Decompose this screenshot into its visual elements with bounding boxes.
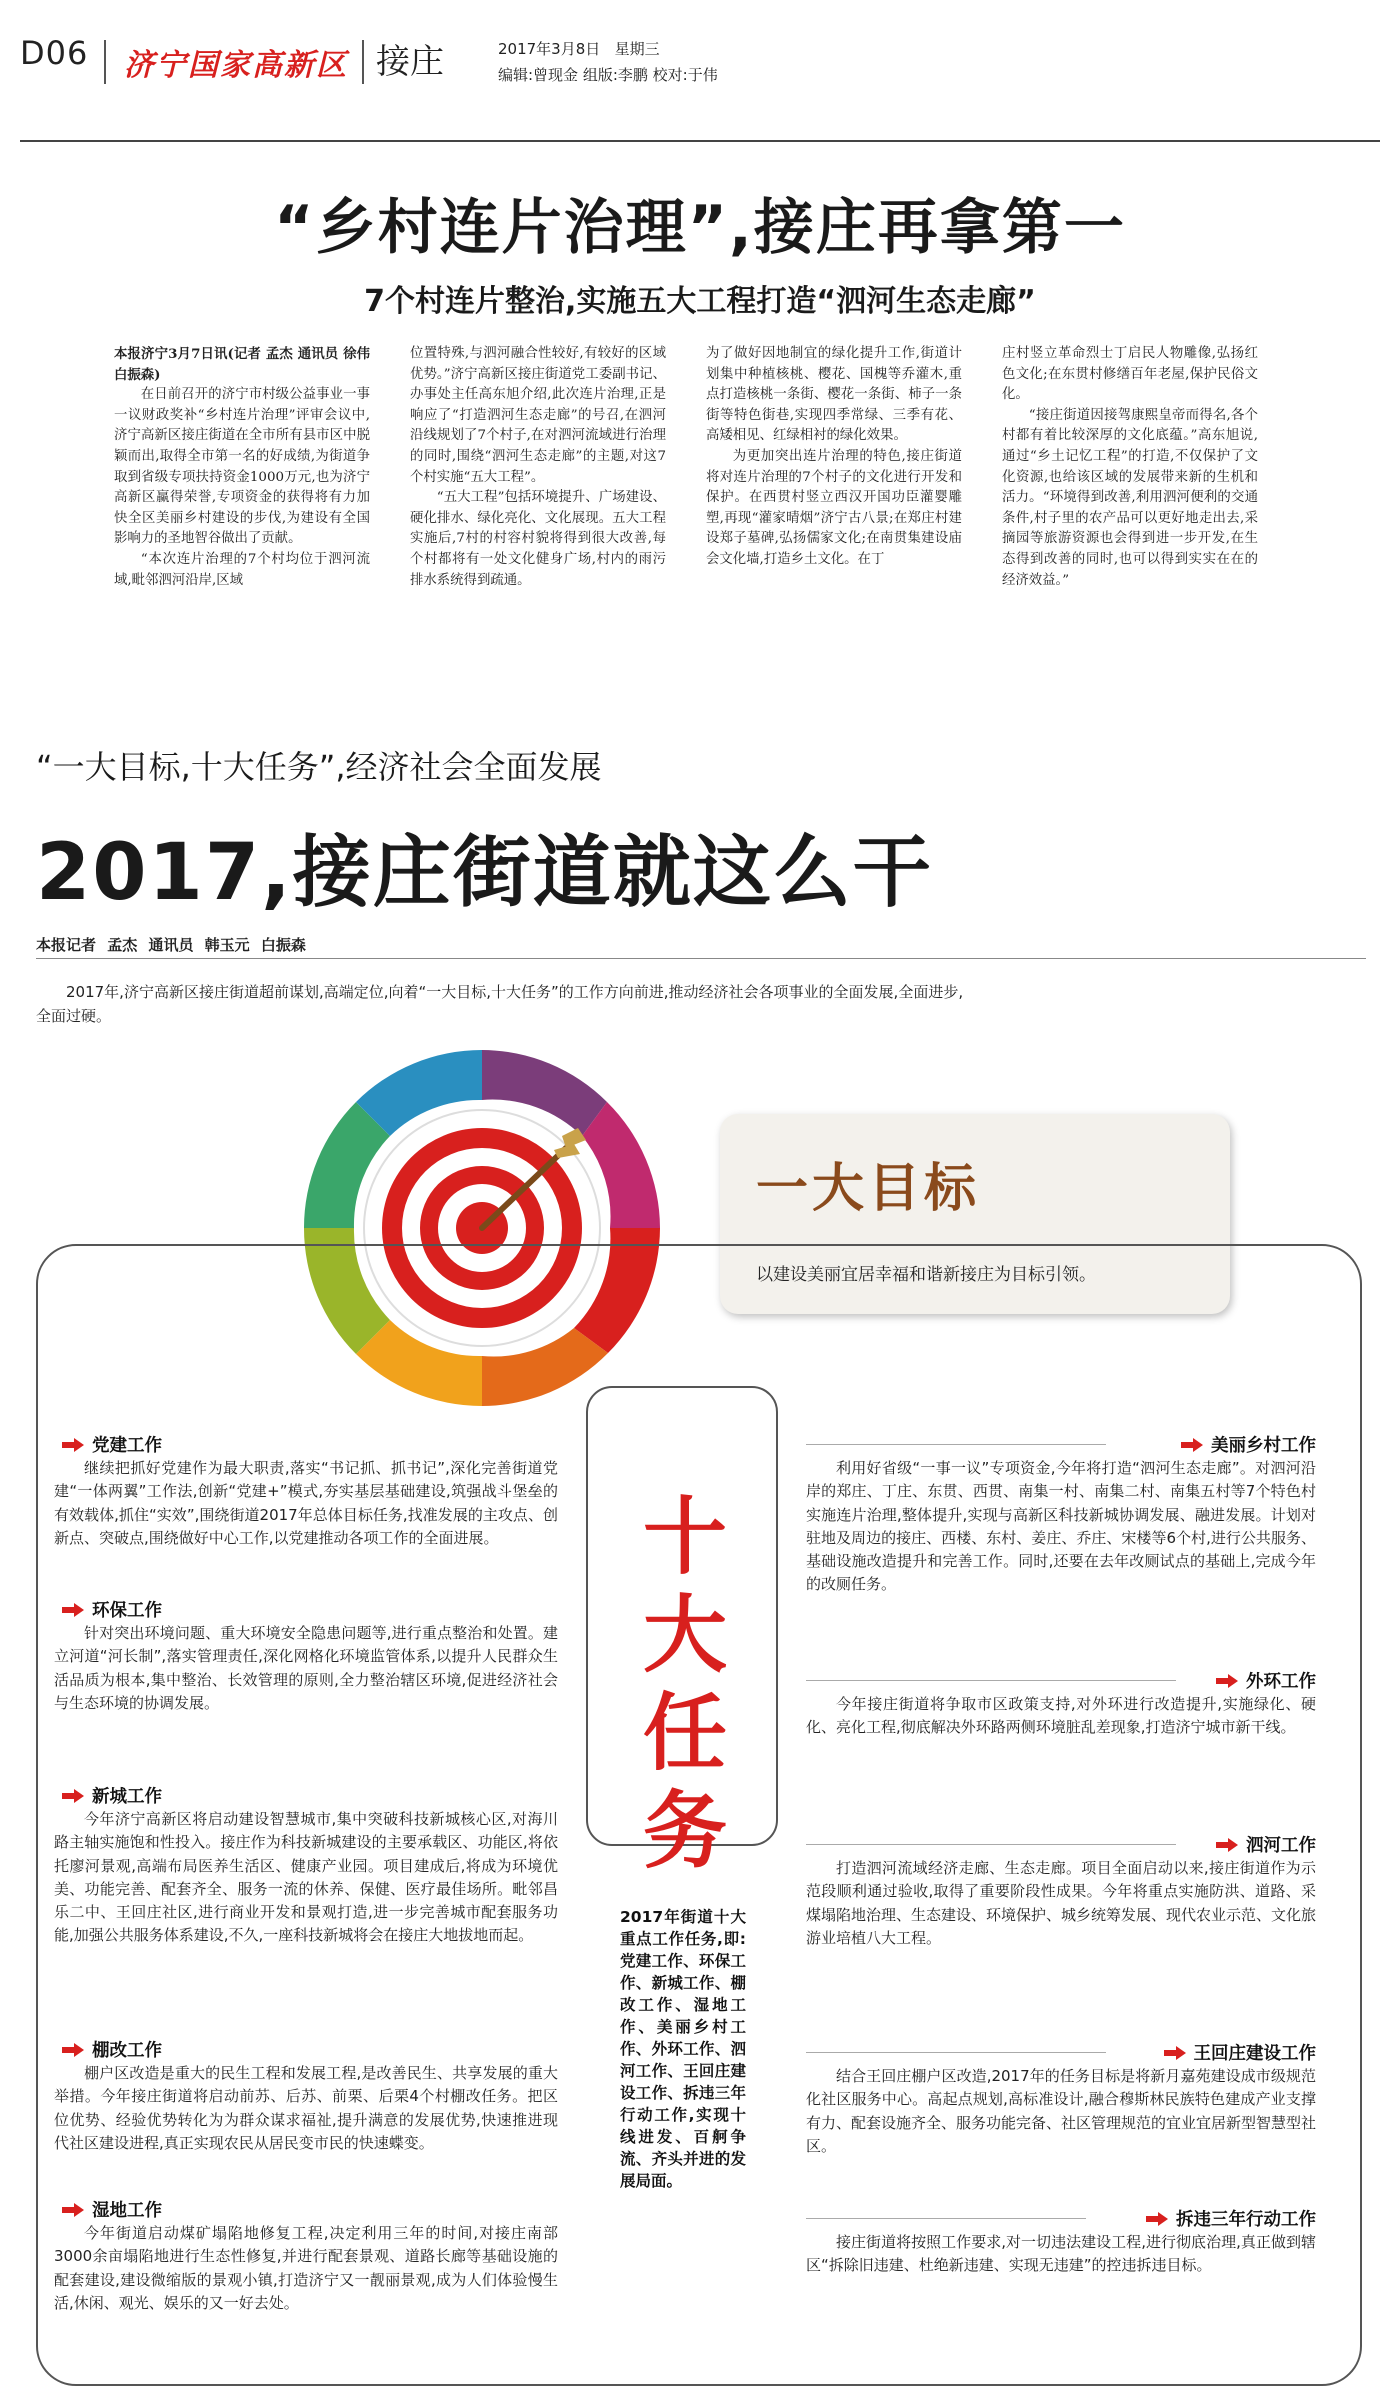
task-divider <box>806 2218 1086 2219</box>
red-arrow-icon <box>62 1789 84 1803</box>
article1-subheadline: 7个村连片整治,实施五大工程打造“泗河生态走廊” <box>364 284 1036 319</box>
page-header <box>20 30 1380 110</box>
task-text: 打造泗河流域经济走廊、生态走廊。项目全面启动以来,接庄街道作为示范段顺利通过验收,取得了重要阶段性成果。今年将重点实施防洪、道路、采煤塌陷地治理、生态建设、环境保护、城乡统筹发展、现代农业示范、文化旅游业培植八大工程。 <box>806 1859 1317 1947</box>
task-item <box>806 1832 1316 2040</box>
article2-byline: 本报记者 孟杰 通讯员 韩玉元 白振森 <box>36 936 306 954</box>
red-arrow-icon <box>1146 2212 1168 2226</box>
task-title: 泗河工作 <box>1246 1836 1316 1856</box>
header-divider <box>362 40 364 84</box>
article1-column-4 <box>1002 344 1258 591</box>
goal-text: 以建设美丽宜居幸福和谐新接庄为目标引领。 <box>756 1265 1096 1285</box>
task-item <box>806 1668 1316 1832</box>
task-heading <box>54 1783 558 1808</box>
task-text: 今年济宁高新区将启动建设智慧城市,集中突破科技新城核心区,对海川路主轴实施饱和性投入。接庄作为科技新城建设的主要承载区、功能区,将依托廖河景观,高端布局医养生活区、健康产业园。项目建成后,将成为环境优美、功能完善、配套齐全、服务一流的休养、保健、医疗最佳场所。毗邻昌乐二中、王回庄社区,进行商业开发和景观打造,进一步完善城市配套服务功能,加强公共服务体系建设,不久,一座科技新城将会在接庄大地拔地而起。 <box>54 1810 558 1945</box>
article1-paragraph: 庄村竖立革命烈士丁启民人物雕像,弘扬红色文化;在东贯村修缮百年老屋,保护民俗文化。 <box>1002 346 1258 403</box>
issue-date <box>498 38 660 59</box>
article2-headline: 2017,接庄街道就这么干 <box>36 828 933 918</box>
red-arrow-icon <box>62 2203 84 2217</box>
article1-paragraph: 为了做好因地制宜的绿化提升工作,街道计划集中种植核桃、樱花、国槐等乔灌木,重点打造核桃一条街、樱花一条街、柿子一条街等特色街巷,实现四季常绿、三季有花、高矮相见、红绿相衬的绿化效果。 <box>706 346 962 444</box>
task-item <box>54 2197 558 2315</box>
task-heading <box>54 2197 558 2222</box>
task-title: 拆违三年行动工作 <box>1176 2210 1316 2230</box>
page-code: D06 <box>20 34 89 72</box>
task-text: 今年接庄街道将争取市区政策支持,对外环进行改造提升,实施绿化、硬化、亮化工程,彻底解决外环路两侧环境脏乱差现象,打造济宁城市新干线。 <box>806 1695 1316 1737</box>
red-arrow-icon <box>1164 2046 1186 2060</box>
article1-paragraph: 为更加突出连片治理的特色,接庄街道将对连片治理的7个村子的文化进行开发和保护。在西贯村竖立西汉开国功臣灌婴雕塑,再现“灌家晴烟”济宁古八景;在郑庄村建设郑子墓碑,弘扬儒家文化;在南贯集建设庙会文化墙,打造乡土文化。在丁 <box>706 448 962 567</box>
task-item <box>54 1597 558 1783</box>
tasks-center-box <box>586 1386 778 1880</box>
editor-credits: 编辑:曾现金 组版:李鹏 校对:于伟 <box>498 66 718 84</box>
task-title: 环保工作 <box>92 1601 162 1621</box>
task-divider <box>806 1844 1176 1845</box>
task-item <box>54 1783 558 2037</box>
task-divider <box>806 1444 1106 1445</box>
article1-byline: 本报济宁3月7日讯(记者 孟杰 通讯员 徐伟 白振森) <box>114 346 370 383</box>
article1-column-1 <box>114 344 370 591</box>
task-text: 棚户区改造是重大的民生工程和发展工程,是改善民生、共享发展的重大举措。今年接庄街道将启动前苏、后苏、前栗、后栗4个村棚改任务。把区位优势、经验优势转化为为群众谋求福祉,提升满意的发展优势,快速推进现代社区建设进程,真正实现农民从居民变市民的快速蝶变。 <box>54 2064 558 2152</box>
task-text: 继续把抓好党建作为最大职责,落实“书记抓、抓书记”,深化完善街道党建“一体两翼”工作法,创新“党建+”模式,夯实基层基础建设,筑强战斗堡垒的有效载体,抓住“实效”,围绕街道2017年总体目标任务,找准发展的主攻点、创新点、突破点,围绕做好中心工作,以党建推动各项工作的全面进展。 <box>54 1459 558 1547</box>
task-title: 王回庄建设工作 <box>1193 2044 1316 2064</box>
right-tasks <box>806 1432 1316 2278</box>
weekday: 星期三 <box>614 40 660 58</box>
newspaper-logo: 济宁国家高新区 <box>124 48 348 83</box>
red-arrow-icon <box>62 2043 84 2057</box>
tasks-center-text: 2017年街道十大重点工作任务,即:党建工作、环保工作、新城工作、棚改工作、湿地工作、美丽乡村工作、外环工作、泗河工作、王回庄建设工作、拆违三年行动工作,实现十线进发、百舸争流、齐头并进的发展局面。 <box>620 1908 746 2190</box>
article1-paragraph: 位置特殊,与泗河融合性较好,有较好的区域优势。”济宁高新区接庄街道党工委副书记、办事处主任高东旭介绍,此次连片治理,正是响应了“打造泗河生态走廊”的号召,在泗河沿线规划了7个村子,在对泗河流域进行治理的同时,围绕“泗河生态走廊”的主题,对这7个村实施“五大工程”。 <box>410 346 666 485</box>
date: 2017年3月8日 <box>498 40 601 58</box>
task-text: 利用好省级“一事一议”专项资金,今年将打造“泗河生态走廊”。对泗河沿岸的郑庄、丁庄、东贯、西贯、南集一村、南集二村、南集五村等7个特色村实施连片治理,整体提升,实现与高新区科技新城协调发展、融进发展。计划对驻地及周边的接庄、西楼、东村、姜庄、乔庄、宋楼等6个村,进行公共服务、基础设施改造提升和完善工作。同时,还要在去年改厕试点的基础上,完成今年的改厕任务。 <box>806 1459 1316 1594</box>
task-divider <box>806 1680 1176 1681</box>
task-text: 接庄街道将按照工作要求,对一切违法建设工程,进行彻底治理,真正做到辖区“拆除旧违建、杜绝新违建、实现无违建”的控违拆违目标。 <box>806 2233 1316 2275</box>
task-title: 新城工作 <box>92 1787 162 1807</box>
task-title: 美丽乡村工作 <box>1211 1436 1316 1456</box>
task-text: 今年街道启动煤矿塌陷地修复工程,决定利用三年的时间,对接庄南部3000余亩塌陷地进行生态性修复,并进行配套景观、道路长廊等基础设施的配套建设,建设微缩版的景观小镇,打造济宁又一靓丽景观,成为人们体验慢生活,休闲、观光、娱乐的又一好去处。 <box>54 2224 558 2312</box>
task-item <box>54 1432 558 1597</box>
task-item <box>806 1432 1316 1668</box>
red-arrow-icon <box>62 1438 84 1452</box>
task-title: 湿地工作 <box>92 2201 162 2221</box>
red-arrow-icon <box>1216 1674 1238 1688</box>
task-item <box>806 2040 1316 2206</box>
article1-column-3 <box>706 344 962 571</box>
task-item <box>806 2206 1316 2278</box>
section-name: 接庄 <box>376 42 444 82</box>
article1-paragraph: 在日前召开的济宁市村级公益事业一事一议财政奖补“乡村连片治理”评审会议中,济宁高新区接庄街道在全市所有县市区中脱颖而出,取得全市第一名的好成绩,为街道争取到省级专项扶持资金1000万元,也为济宁高新区赢得荣誉,专项资金的获得将有力加快全区美丽乡村建设的步伐,为建设有全国影响力的圣地智谷做出了贡献。 <box>114 387 370 547</box>
header-rule <box>20 140 1380 142</box>
article1-column-2 <box>410 344 666 591</box>
task-title: 棚改工作 <box>92 2041 162 2061</box>
left-tasks <box>54 1432 558 2315</box>
red-arrow-icon <box>62 1603 84 1617</box>
red-arrow-icon <box>1216 1838 1238 1852</box>
article2-kicker: “一大目标,十大任务”,经济社会全面发展 <box>36 748 602 786</box>
task-title: 外环工作 <box>1246 1672 1316 1692</box>
task-text: 结合王回庄棚户区改造,2017年的任务目标是将新月嘉苑建设成市级规范化社区服务中心。高起点规划,高标准设计,融合穆斯林民族特色建成产业支撑有力、配套设施齐全、服务功能完备、社区管理规范的宜业宜居新型智慧型社区。 <box>806 2067 1317 2155</box>
task-heading <box>54 2037 558 2062</box>
task-divider <box>806 2052 1106 2053</box>
task-item <box>54 2037 558 2197</box>
article1-paragraph: “本次连片治理的7个村均位于泗河流域,毗邻泗河沿岸,区域 <box>114 551 370 588</box>
article1-paragraph: “接庄街道因接驾康熙皇帝而得名,各个村都有着比较深厚的文化底蕴。”高东旭说,通过“乡土记忆工程”的打造,不仅保护了文化资源,也给该区域的发展带来新的生机和活力。“环境得到改善,利用泗河便利的交通条件,村子里的农产品可以更好地走出去,采摘园等旅游资源也会得到进一步开发,在生态得到改善的同时,也可以得到实实在在的经济效益。” <box>1002 407 1258 588</box>
header-divider <box>104 40 106 84</box>
article2-lead: 2017年,济宁高新区接庄街道超前谋划,高端定位,向着“一大目标,十大任务”的工作方向前进,推动经济社会各项事业的全面发展,全面进步,全面过硬。 <box>36 983 964 1025</box>
task-text: 针对突出环境问题、重大环境安全隐患问题等,进行重点整治和处置。建立河道“河长制”,落实管理责任,深化网格化环境监管体系,以提升人民群众生活品质为根本,集中整治、长效管理的原则,全力整治辖区环境,促进经济社会与生态环境的协调发展。 <box>54 1624 558 1712</box>
task-title: 党建工作 <box>92 1436 162 1456</box>
article1-headline: “乡村连片治理”,接庄再拿第一 <box>274 193 1126 263</box>
article1-paragraph: “五大工程”包括环境提升、广场建设、硬化排水、绿化亮化、文化展现。五大工程实施后,7村的村容村貌将得到很大改善,每个村都将有一处文化健身广场,村内的雨污排水系统得到疏通。 <box>410 490 666 588</box>
task-heading <box>54 1432 558 1457</box>
tasks-title: 十大任务 <box>642 1488 727 1880</box>
red-arrow-icon <box>1181 1438 1203 1452</box>
article2-rule <box>36 958 1366 959</box>
goal-title: 一大目标 <box>756 1159 981 1219</box>
task-heading <box>54 1597 558 1622</box>
